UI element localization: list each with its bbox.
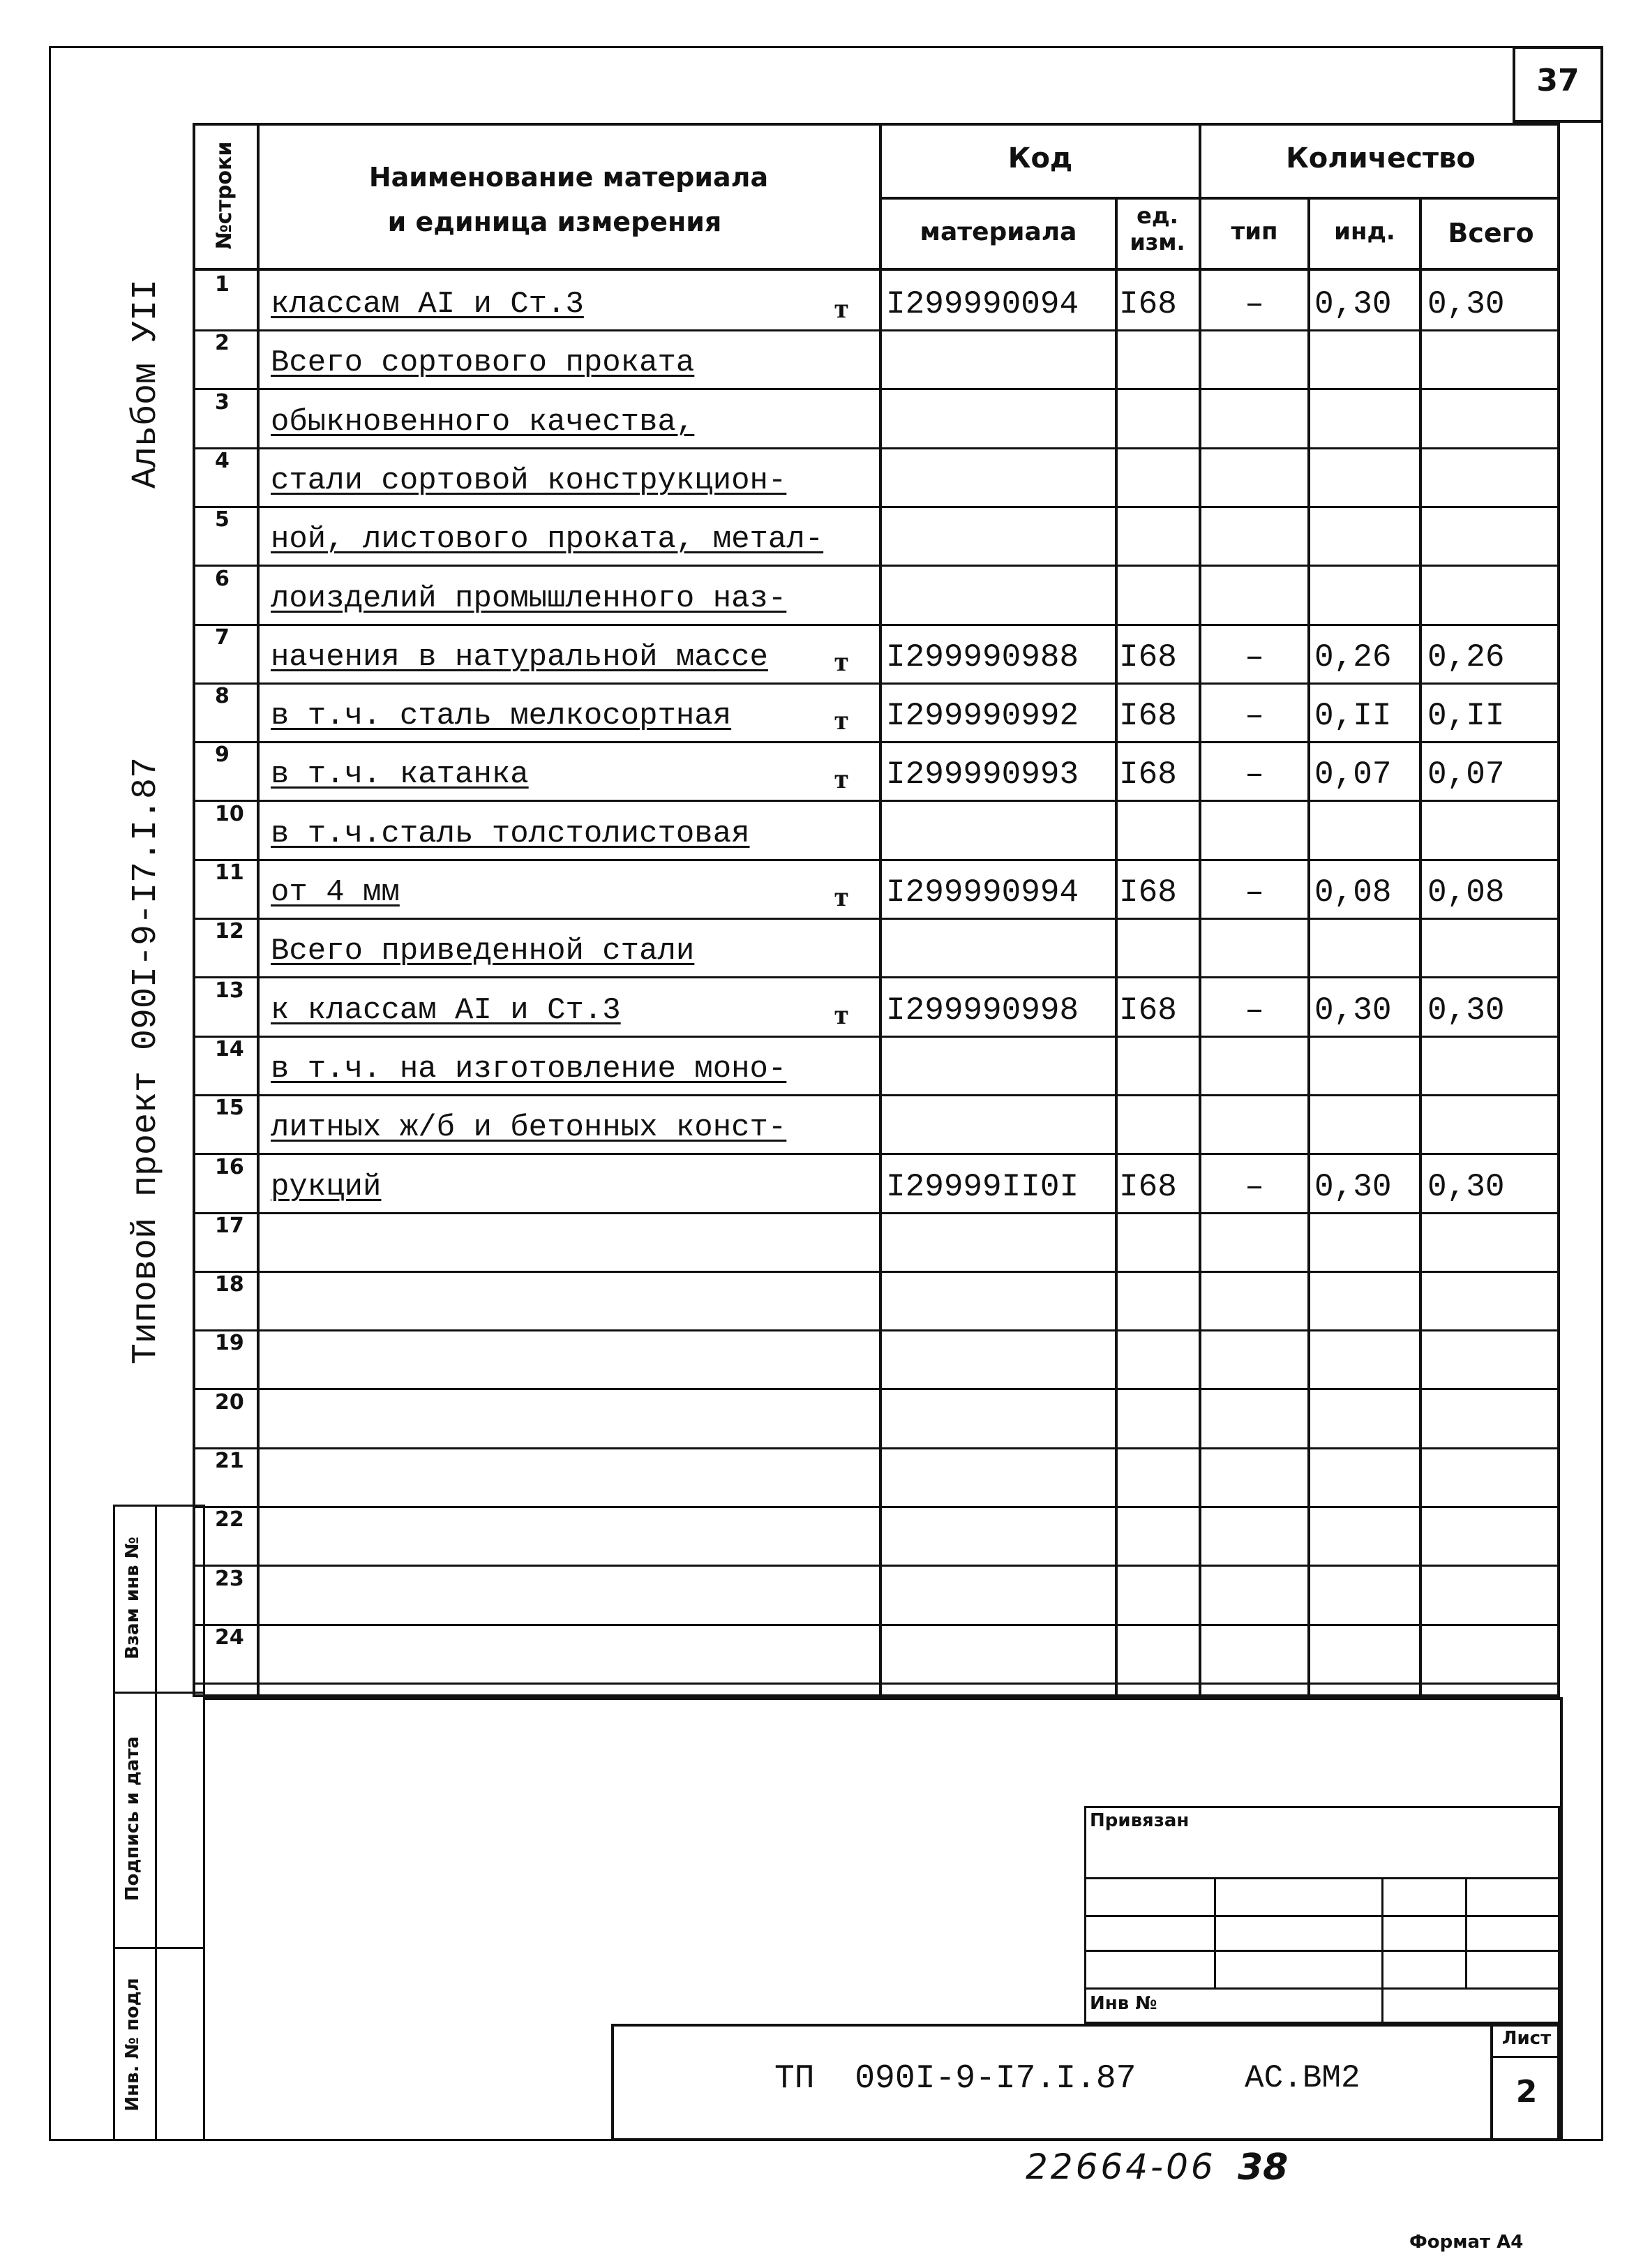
material-name-text: литных ж/б и бетонных конст-: [271, 1110, 787, 1145]
row-separator: [193, 1683, 1560, 1685]
qty-type: [1201, 447, 1307, 506]
unit-code: [1119, 1329, 1196, 1388]
material-code: [886, 1447, 1116, 1506]
side-stamp-line-1: [113, 1692, 205, 1694]
qty-total: [1427, 389, 1560, 447]
material-name-text: [265, 1511, 271, 1529]
qty-total: [1427, 1624, 1560, 1683]
unit-of-measure: [820, 565, 862, 624]
unit-of-measure: т: [834, 704, 848, 736]
privyazan-vline-3: [1465, 1877, 1467, 1987]
format-label: Формат А4: [1409, 2232, 1524, 2253]
material-code: [886, 1565, 1116, 1624]
qty-type: [1201, 1447, 1307, 1506]
qty-type: –: [1245, 286, 1264, 322]
privyazan-vline-2: [1381, 1877, 1383, 2024]
header-unit: ед. изм.: [1130, 202, 1185, 255]
qty-type: [1201, 1329, 1307, 1388]
unit-of-measure: [820, 1036, 862, 1094]
qty-ind: 0,30: [1314, 992, 1392, 1029]
unit-of-measure: [820, 1389, 862, 1447]
material-name: [265, 1154, 879, 1212]
unit-of-measure: [820, 1094, 862, 1153]
qty-total: 0,30: [1427, 1169, 1505, 1205]
unit-code: [1119, 1212, 1196, 1271]
material-code: I299990988: [886, 639, 1079, 676]
col-line-6: [1419, 197, 1422, 1697]
material-name-text: [265, 1276, 271, 1294]
qty-ind: [1314, 1389, 1419, 1447]
row-number: 24: [215, 1625, 244, 1650]
qty-total: [1427, 918, 1560, 976]
row-number: 11: [215, 860, 244, 885]
unit-code: [1119, 1094, 1196, 1153]
unit-code: [1119, 800, 1196, 859]
unit-code: I68: [1119, 1169, 1177, 1205]
material-name: [265, 271, 879, 329]
header-name-line1: Наименование материала: [368, 162, 769, 193]
qty-ind: [1314, 329, 1419, 388]
qty-type: [1201, 1506, 1307, 1565]
header-sub-line: [879, 197, 1560, 200]
material-name: [265, 918, 879, 976]
material-code: [886, 1506, 1116, 1565]
unit-of-measure: [820, 1154, 862, 1212]
material-name: [265, 565, 879, 624]
material-name-text: начения в натуральной массе: [271, 640, 768, 675]
qty-total: 0,30: [1427, 992, 1505, 1029]
privyazan-line-3: [1084, 1950, 1560, 1952]
material-code: [886, 389, 1116, 447]
row-number: 12: [215, 919, 244, 943]
qty-type: [1201, 565, 1307, 624]
qty-total: 0,08: [1427, 874, 1505, 911]
unit-of-measure: [820, 1212, 862, 1271]
material-code: [886, 329, 1116, 388]
qty-ind: [1314, 1624, 1419, 1683]
unit-code: I68: [1119, 698, 1177, 734]
unit-code: [1119, 918, 1196, 976]
material-name: [265, 682, 879, 741]
unit-code: [1119, 565, 1196, 624]
unit-of-measure: т: [834, 881, 848, 912]
row-number: 4: [215, 449, 230, 473]
qty-ind: [1314, 565, 1419, 624]
unit-of-measure: [820, 1624, 862, 1683]
privyazan-line-1: [1084, 1877, 1560, 1879]
qty-total: [1427, 1447, 1560, 1506]
qty-ind: [1314, 918, 1419, 976]
qty-type: [1201, 1036, 1307, 1094]
unit-of-measure: т: [834, 763, 848, 794]
row-number: 9: [215, 743, 230, 767]
material-code: [886, 1624, 1116, 1683]
unit-code: I68: [1119, 992, 1177, 1029]
qty-ind: 0,07: [1314, 756, 1392, 793]
unit-code: [1119, 1036, 1196, 1094]
qty-total: [1427, 1212, 1560, 1271]
album-label: Альбом УII: [126, 278, 166, 489]
unit-code: [1119, 1565, 1196, 1624]
unit-code: I68: [1119, 874, 1177, 911]
qty-type: [1201, 1389, 1307, 1447]
qty-ind: [1314, 1329, 1419, 1388]
material-name: [265, 447, 879, 506]
material-code: I299990992: [886, 698, 1079, 734]
unit-code: [1119, 1389, 1196, 1447]
material-name: [265, 977, 879, 1036]
material-name-text: в т.ч. сталь мелкосортная: [271, 699, 732, 733]
qty-total: [1427, 1329, 1560, 1388]
row-number: 7: [215, 625, 230, 650]
material-name: [265, 1624, 879, 1683]
material-name-text: от 4 мм: [271, 875, 400, 910]
material-name-text: Всего приведенной стали: [271, 934, 695, 969]
qty-ind: [1314, 1565, 1419, 1624]
qty-ind: [1314, 1036, 1419, 1094]
unit-of-measure: [820, 389, 862, 447]
privyazan-title: Привязан: [1090, 1810, 1190, 1831]
qty-ind: 0,08: [1314, 874, 1392, 911]
unit-of-measure: [820, 918, 862, 976]
qty-ind: 0,30: [1314, 286, 1392, 322]
qty-type: [1201, 1271, 1307, 1329]
header-type: тип: [1231, 218, 1278, 246]
header-material: материала: [920, 218, 1077, 246]
unit-code: [1119, 389, 1196, 447]
qty-ind: [1314, 1447, 1419, 1506]
title-sheet-number: 2: [1515, 2074, 1538, 2110]
material-code: [886, 800, 1116, 859]
row-number: 14: [215, 1037, 244, 1061]
material-name-text: классам AI и Ст.3: [271, 287, 584, 322]
qty-type: [1201, 1624, 1307, 1683]
unit-code: [1119, 329, 1196, 388]
material-name-text: [265, 1629, 271, 1647]
qty-total: [1427, 565, 1560, 624]
unit-of-measure: [820, 1447, 862, 1506]
unit-of-measure: т: [834, 646, 848, 677]
material-name: [265, 1329, 879, 1388]
qty-total: [1427, 1094, 1560, 1153]
material-name: [265, 389, 879, 447]
row-number: 23: [215, 1567, 244, 1591]
material-name-text: стали сортовой конструкцион-: [271, 463, 787, 498]
material-name-text: к классам AI и Ст.3: [271, 993, 621, 1028]
material-code: [886, 1271, 1116, 1329]
qty-ind: [1314, 506, 1419, 565]
qty-type: –: [1245, 698, 1264, 734]
material-name: [265, 506, 879, 565]
qty-total: [1427, 1506, 1560, 1565]
material-name: [265, 1447, 879, 1506]
material-code: I29999II0I: [886, 1169, 1079, 1205]
unit-code: I68: [1119, 756, 1177, 793]
material-code: I299990998: [886, 992, 1079, 1029]
header-qty-group: Количество: [1286, 142, 1476, 174]
row-number: 5: [215, 507, 230, 532]
material-code: [886, 565, 1116, 624]
page-number: 37: [1536, 63, 1580, 98]
material-name: [265, 1271, 879, 1329]
qty-type: [1201, 329, 1307, 388]
qty-ind: [1314, 1212, 1419, 1271]
material-code: [886, 447, 1116, 506]
qty-total: 0,II: [1427, 698, 1505, 734]
material-code: [886, 1329, 1116, 1388]
qty-type: [1201, 800, 1307, 859]
row-number: 20: [215, 1390, 244, 1415]
lower-area-right: [1560, 1697, 1563, 2141]
qty-ind: [1314, 1094, 1419, 1153]
privyazan-line-2: [1084, 1915, 1560, 1917]
qty-type: [1201, 1565, 1307, 1624]
row-number: 8: [215, 684, 230, 708]
row-number: 18: [215, 1272, 244, 1297]
unit-code: [1119, 1624, 1196, 1683]
side-stamp-inv-podl: Инв. № подл: [122, 1978, 143, 2112]
qty-total: [1427, 1565, 1560, 1624]
row-number: 15: [215, 1096, 244, 1120]
unit-code: I68: [1119, 286, 1177, 322]
qty-type: [1201, 1212, 1307, 1271]
unit-of-measure: [820, 1506, 862, 1565]
row-number: 3: [215, 390, 230, 415]
qty-ind: [1314, 389, 1419, 447]
qty-type: –: [1245, 874, 1264, 911]
material-code: I299990994: [886, 874, 1079, 911]
title-sheet-label: Лист: [1501, 2028, 1552, 2049]
qty-ind: [1314, 447, 1419, 506]
qty-total: [1427, 1036, 1560, 1094]
col-line-2: [879, 123, 882, 1697]
header-ind: инд.: [1334, 218, 1395, 246]
material-name: [265, 1212, 879, 1271]
unit-of-measure: [820, 1329, 862, 1388]
material-name-text: рукций: [271, 1170, 382, 1204]
unit-of-measure: [820, 1565, 862, 1624]
qty-type: –: [1245, 639, 1264, 676]
row-number: 19: [215, 1331, 244, 1355]
qty-type: [1201, 1094, 1307, 1153]
title-block-sheet-line: [1490, 2056, 1560, 2058]
side-stamp-vline: [155, 1505, 157, 2141]
qty-ind: 0,II: [1314, 698, 1392, 734]
material-name: [265, 1506, 879, 1565]
unit-code: [1119, 1447, 1196, 1506]
qty-total: 0,30: [1427, 286, 1505, 322]
material-name-text: [265, 1394, 271, 1412]
unit-of-measure: т: [834, 999, 848, 1030]
qty-type: [1201, 389, 1307, 447]
side-stamp-podpis: Подпись и дата: [122, 1736, 143, 1902]
qty-type: –: [1245, 756, 1264, 793]
unit-of-measure: [820, 506, 862, 565]
material-name: [265, 800, 879, 859]
side-stamp-vzam: Взам инв №: [122, 1537, 143, 1659]
qty-total: [1427, 447, 1560, 506]
material-name: [265, 741, 879, 800]
material-code: [886, 1094, 1116, 1153]
qty-total: [1427, 1271, 1560, 1329]
material-name-text: обыкновенного качества,: [271, 405, 695, 440]
qty-ind: [1314, 800, 1419, 859]
unit-of-measure: [820, 800, 862, 859]
material-name-text: [265, 1334, 271, 1352]
material-name-text: [265, 1570, 271, 1588]
material-code: [886, 506, 1116, 565]
row-number: 13: [215, 978, 244, 1003]
material-name-text: [265, 1452, 271, 1470]
unit-of-measure: т: [834, 292, 848, 324]
material-name-text: в т.ч. на изготовление моно-: [271, 1052, 787, 1087]
material-code: I299990094: [886, 286, 1079, 322]
unit-code: [1119, 447, 1196, 506]
qty-total: 0,07: [1427, 756, 1505, 793]
footer-handwritten-number: 22664-06: [1026, 2147, 1216, 2187]
unit-of-measure: [820, 1271, 862, 1329]
row-number: 17: [215, 1214, 244, 1238]
privyazan-vline-1: [1214, 1877, 1216, 1987]
title-designation: ТП 090I-9-I7.I.87: [774, 2060, 1137, 2098]
privyazan-line-4: [1084, 1987, 1560, 1990]
material-name: [265, 1565, 879, 1624]
header-code-group: Код: [1007, 142, 1073, 174]
side-stamp-line-2: [113, 1947, 205, 1949]
material-name-text: [265, 1217, 271, 1235]
qty-total: [1427, 329, 1560, 388]
material-name: [265, 1389, 879, 1447]
row-number: 2: [215, 331, 230, 355]
qty-type: [1201, 506, 1307, 565]
material-name: [265, 329, 879, 388]
qty-ind: [1314, 1506, 1419, 1565]
lower-area-top: [205, 1697, 1560, 1700]
row-number: 6: [215, 567, 230, 591]
material-name: [265, 859, 879, 918]
project-label: Типовой проект 090I-9-I7.I.87: [126, 756, 166, 1365]
qty-total: [1427, 506, 1560, 565]
header-total: Всего: [1448, 218, 1534, 248]
qty-ind: 0,26: [1314, 639, 1392, 676]
material-name-text: лоизделий промышленного наз-: [271, 581, 787, 616]
footer-page-number: 38: [1238, 2147, 1289, 2188]
header-name-line2: и единица измерения: [387, 207, 722, 237]
material-name-text: Всего сортового проката: [271, 345, 695, 380]
material-code: [886, 1036, 1116, 1094]
title-mark: АС.ВМ2: [1245, 2060, 1360, 2096]
unit-of-measure: [820, 329, 862, 388]
unit-code: [1119, 1506, 1196, 1565]
qty-type: –: [1245, 1169, 1264, 1205]
unit-code: [1119, 506, 1196, 565]
row-number: 22: [215, 1507, 244, 1532]
material-name-text: ной, листового проката, метал-: [271, 522, 824, 557]
qty-ind: [1314, 1271, 1419, 1329]
header-row-number: №строки: [212, 141, 237, 250]
material-code: [886, 1212, 1116, 1271]
qty-total: [1427, 1389, 1560, 1447]
row-number: 1: [215, 272, 230, 297]
row-number: 21: [215, 1449, 244, 1473]
unit-code: [1119, 1271, 1196, 1329]
material-name-text: в т.ч. катанка: [271, 757, 529, 792]
material-name: [265, 1094, 879, 1153]
material-code: [886, 918, 1116, 976]
material-name-text: в т.ч.сталь толстолистовая: [271, 816, 750, 851]
material-code: I299990993: [886, 756, 1079, 793]
qty-total: 0,26: [1427, 639, 1505, 676]
unit-code: I68: [1119, 639, 1177, 676]
qty-type: –: [1245, 992, 1264, 1029]
row-number: 16: [215, 1155, 244, 1179]
row-number: 10: [215, 802, 244, 826]
qty-total: [1427, 800, 1560, 859]
privyazan-inv: Инв №: [1090, 1993, 1157, 2014]
qty-ind: 0,30: [1314, 1169, 1392, 1205]
material-code: [886, 1389, 1116, 1447]
col-line-5: [1307, 197, 1310, 1697]
unit-of-measure: [820, 447, 862, 506]
material-name: [265, 1036, 879, 1094]
material-name: [265, 624, 879, 682]
qty-type: [1201, 918, 1307, 976]
